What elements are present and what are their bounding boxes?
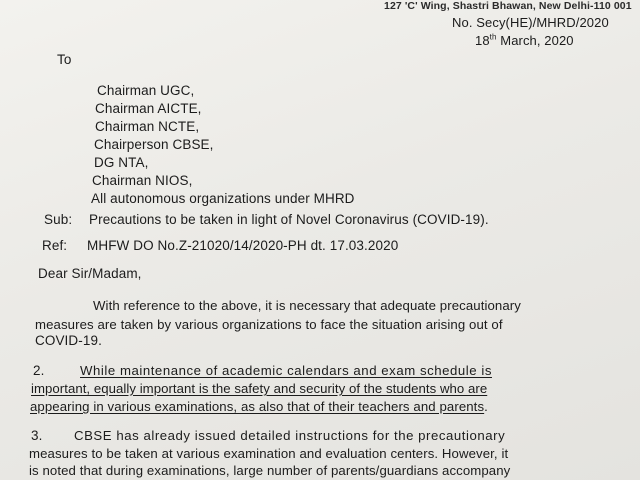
recipient-aicte: Chairman AICTE, bbox=[95, 101, 202, 116]
para2-line3-end: . bbox=[484, 399, 488, 414]
recipient-ncte: Chairman NCTE, bbox=[95, 119, 200, 134]
para3-line3: is noted that during examinations, large number of parents/guardians accompany bbox=[29, 463, 511, 478]
subject-text: Precautions to be taken in light of Novel Coronavirus (COVID-19). bbox=[89, 212, 489, 227]
reference-text: MHFW DO No.Z-21020/14/2020-PH dt. 17.03.2020 bbox=[87, 238, 399, 253]
salutation: Dear Sir/Madam, bbox=[38, 266, 142, 281]
para2-number: 2. bbox=[33, 363, 45, 378]
para2-line3-wrap bbox=[30, 399, 488, 415]
reference-label: Ref: bbox=[42, 238, 68, 253]
letter-date bbox=[475, 33, 574, 49]
recipient-nios: Chairman NIOS, bbox=[92, 173, 193, 188]
subject-label: Sub: bbox=[44, 212, 73, 227]
to-label: To bbox=[57, 52, 72, 67]
para1-line3: COVID-19. bbox=[35, 333, 102, 348]
office-address: 127 'C' Wing, Shastri Bhawan, New Delhi-110 001 bbox=[384, 0, 632, 12]
recipient-nta: DG NTA, bbox=[94, 155, 149, 170]
recipient-autonomous: All autonomous organizations under MHRD bbox=[91, 191, 355, 206]
para3-line2: measures to be taken at various examination and evaluation centers. However, it bbox=[29, 446, 509, 461]
file-number: No. Secy(HE)/MHRD/2020 bbox=[452, 15, 609, 30]
para1-line1: With reference to the above, it is necessary that adequate precautionary bbox=[93, 298, 521, 313]
para2-line1: While maintenance of academic calendars and exam schedule is bbox=[80, 363, 492, 378]
para2-line2: important, equally important is the safety and security of the students who are bbox=[31, 381, 488, 396]
para3-line1: CBSE has already issued detailed instructions for the precautionary bbox=[74, 428, 506, 443]
date-suffix: th bbox=[489, 32, 497, 42]
recipient-ugc: Chairman UGC, bbox=[97, 83, 195, 98]
date-month-year: March, 2020 bbox=[496, 33, 574, 48]
para3-number: 3. bbox=[31, 428, 43, 443]
date-day: 18 bbox=[475, 33, 490, 48]
para2-line3: appearing in various examinations, as also that of their teachers and parents bbox=[30, 399, 485, 414]
para1-line2: measures are taken by various organizations to face the situation arising out of bbox=[35, 317, 503, 332]
recipient-cbse: Chairperson CBSE, bbox=[94, 137, 214, 152]
